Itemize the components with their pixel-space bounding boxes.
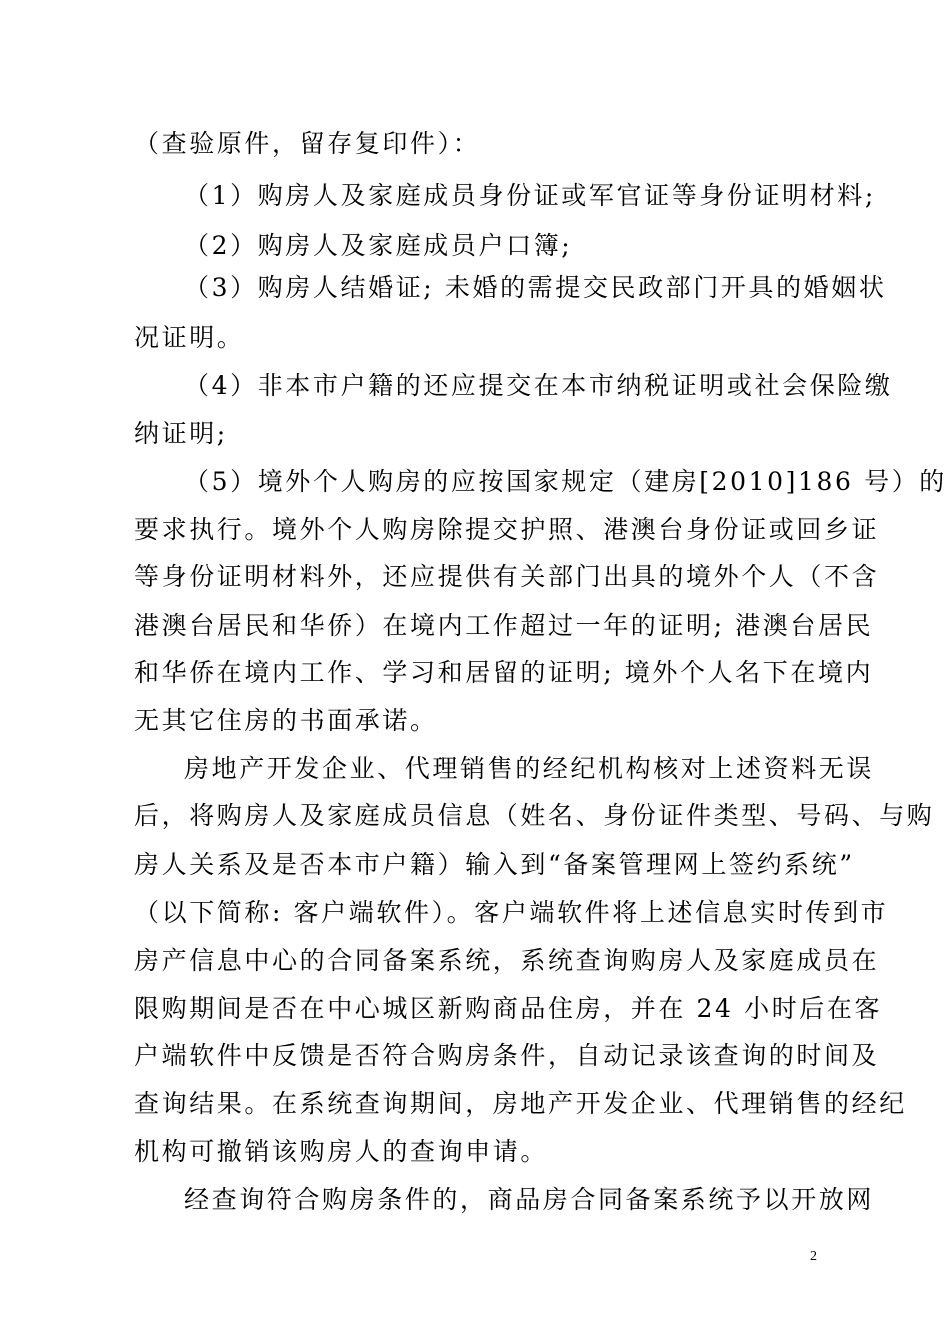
text-line: （4）非本市户籍的还应提交在本市纳税证明或社会保险缴 bbox=[184, 371, 893, 400]
text-line: 房产信息中心的合同备案系统，系统查询购房人及家庭成员在 bbox=[134, 946, 880, 975]
text-line: 房人关系及是否本市户籍）输入到“备案管理网上签约系统” bbox=[134, 850, 855, 879]
text-line: 户端软件中反馈是否符合购房条件，自动记录该查询的时间及 bbox=[134, 1041, 880, 1070]
text-line: 况证明。 bbox=[134, 323, 245, 352]
text-line: 房地产开发企业、代理销售的经纪机构核对上述资料无误 bbox=[184, 754, 875, 783]
text-line: 纳证明; bbox=[134, 419, 228, 448]
text-line: （5）境外个人购房的应按国家规定（建房[2010]186 号）的 bbox=[184, 467, 947, 496]
page-number: 2 bbox=[810, 1249, 817, 1264]
text-line: 后，将购房人及家庭成员信息（姓名、身份证件类型、号码、与购 bbox=[134, 801, 935, 830]
text-line: 无其它住房的书面承诺。 bbox=[134, 706, 438, 735]
text-line: 机构可撤销该购房人的查询申请。 bbox=[134, 1137, 549, 1166]
text-line: 港澳台居民和华侨）在境内工作超过一年的证明; 港澳台居民 bbox=[134, 611, 874, 640]
text-line: 等身份证明材料外，还应提供有关部门出具的境外个人（不含 bbox=[134, 562, 880, 591]
text-line: 和华侨在境内工作、学习和居留的证明; 境外个人名下在境内 bbox=[134, 658, 874, 687]
text-line: 限购期间是否在中心城区新购商品住房，并在 24 小时后在客 bbox=[134, 994, 883, 1023]
text-line: （3）购房人结婚证; 未婚的需提交民政部门开具的婚姻状 bbox=[184, 273, 887, 302]
text-line: （查验原件，留存复印件）： bbox=[134, 129, 481, 158]
text-line: （以下简称: 客户端软件）。客户端软件将上述信息实时传到市 bbox=[134, 898, 889, 927]
text-line: （2）购房人及家庭成员户口簿; bbox=[184, 231, 573, 260]
text-line: （1）购房人及家庭成员身份证或军官证等身份证明材料; bbox=[184, 181, 876, 210]
text-line: 查询结果。在系统查询期间，房地产开发企业、代理销售的经纪 bbox=[134, 1089, 907, 1118]
text-line: 经查询符合购房条件的，商品房合同备案系统予以开放网 bbox=[184, 1185, 875, 1214]
text-line: 要求执行。境外个人购房除提交护照、港澳台身份证或回乡证 bbox=[134, 515, 880, 544]
